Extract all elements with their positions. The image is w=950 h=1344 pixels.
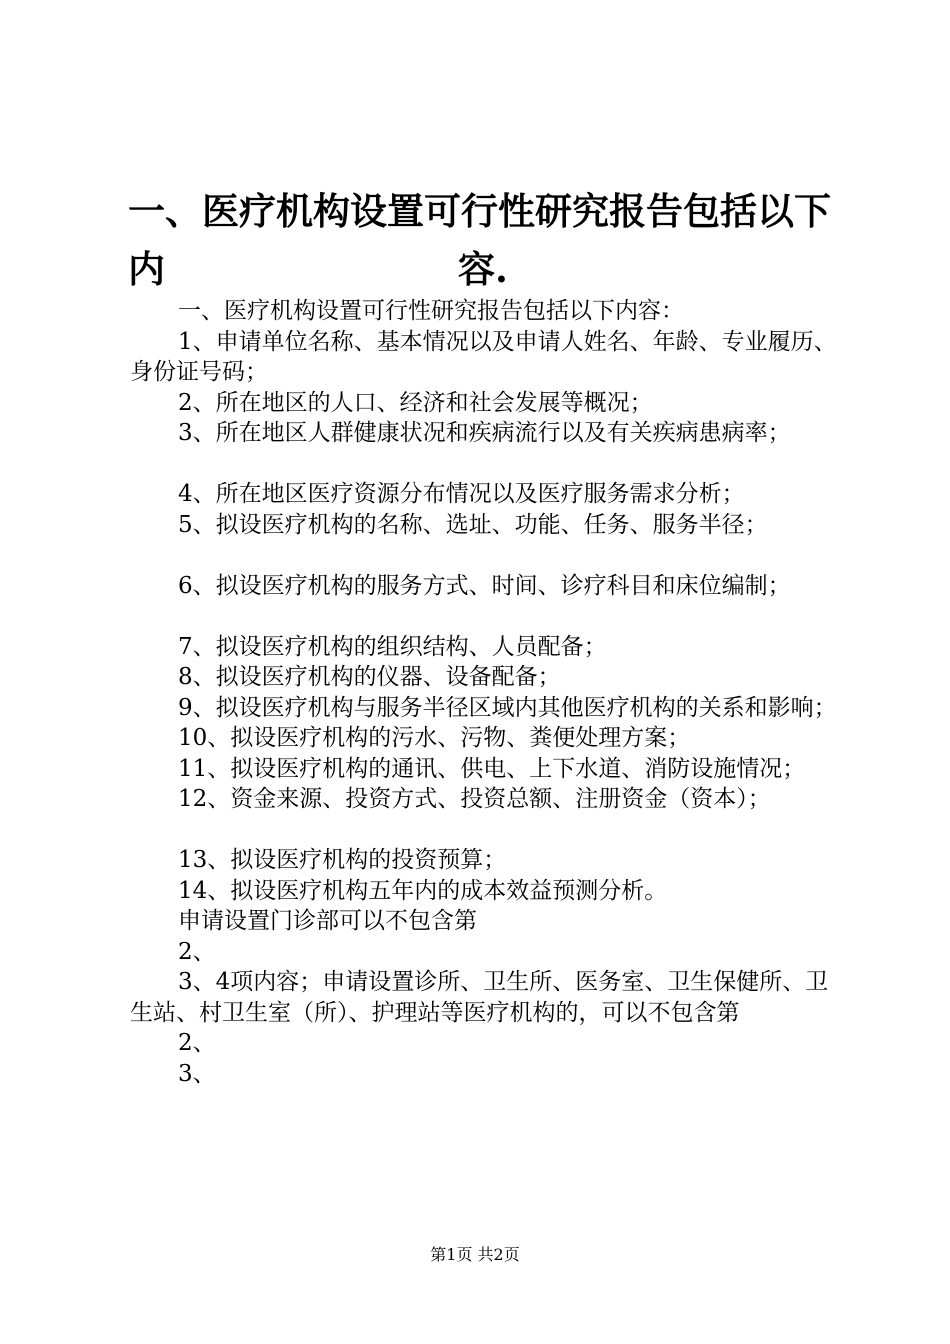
- paragraph-note-2: 2、: [178, 938, 216, 965]
- paragraph-note-3: 3、4项内容；申请设置诊所、卫生所、医务室、卫生保健所、卫生站、村卫生室（所）、护理站等医疗机构的，可以不包含第: [130, 969, 829, 1026]
- paragraph-item-11: 11、拟设医疗机构的通讯、供电、上下水道、消防设施情况；: [178, 755, 806, 782]
- document-title-line-1: 一、医疗机构设置可行性研究报告包括以下内: [128, 189, 831, 291]
- paragraph-item-8: 8、拟设医疗机构的仪器、设备配备；: [178, 664, 561, 690]
- paragraph-item-6: 6、拟设医疗机构的服务方式、时间、诊疗科目和床位编制；: [178, 572, 791, 599]
- paragraph-item-5: 5、拟设医疗机构的名称、选址、功能、任务、服务半径；: [178, 511, 768, 538]
- document-body: [130, 296, 850, 1089]
- paragraph-item-13: 13、拟设医疗机构的投资预算；: [178, 847, 507, 873]
- paragraph-item-3: 3、所在地区人群健康状况和疾病流行以及有关疾病患病率；: [178, 420, 791, 446]
- paragraph-item-9: 9、拟设医疗机构与服务半径区域内其他医疗机构的关系和影响；: [178, 694, 837, 721]
- paragraph-item-1: 1、申请单位名称、基本情况以及申请人姓名、年龄、专业履历、身份证号码；: [130, 328, 837, 385]
- document-title-line-2: 容.: [458, 247, 508, 291]
- paragraph-item-14: 14、拟设医疗机构五年内的成本效益预测分析。: [178, 877, 668, 904]
- paragraph-item-4: 4、所在地区医疗资源分布情况以及医疗服务需求分析；: [178, 481, 745, 507]
- paragraph-intro: 一、医疗机构设置可行性研究报告包括以下内容：: [178, 298, 684, 324]
- blank-line: [130, 601, 850, 632]
- paragraph-item-2: 2、所在地区的人口、经济和社会发展等概况；: [178, 389, 653, 416]
- paragraph-item-7: 7、拟设医疗机构的组织结构、人员配备；: [178, 633, 607, 660]
- paragraph-note-4: 2、: [178, 1030, 216, 1056]
- paragraph-note-5: 3、: [178, 1060, 216, 1087]
- page-number-footer: 第1页 共2页: [430, 1245, 520, 1264]
- paragraph-note-1: 申请设置门诊部可以不包含第: [178, 908, 477, 934]
- paragraph-item-10: 10、拟设医疗机构的污水、污物、粪便处理方案；: [178, 725, 691, 751]
- blank-line: [130, 449, 850, 480]
- paragraph-item-12: 12、资金来源、投资方式、投资总额、注册资金（资本）；: [178, 786, 771, 812]
- blank-line: [130, 540, 850, 571]
- blank-line: [130, 815, 850, 846]
